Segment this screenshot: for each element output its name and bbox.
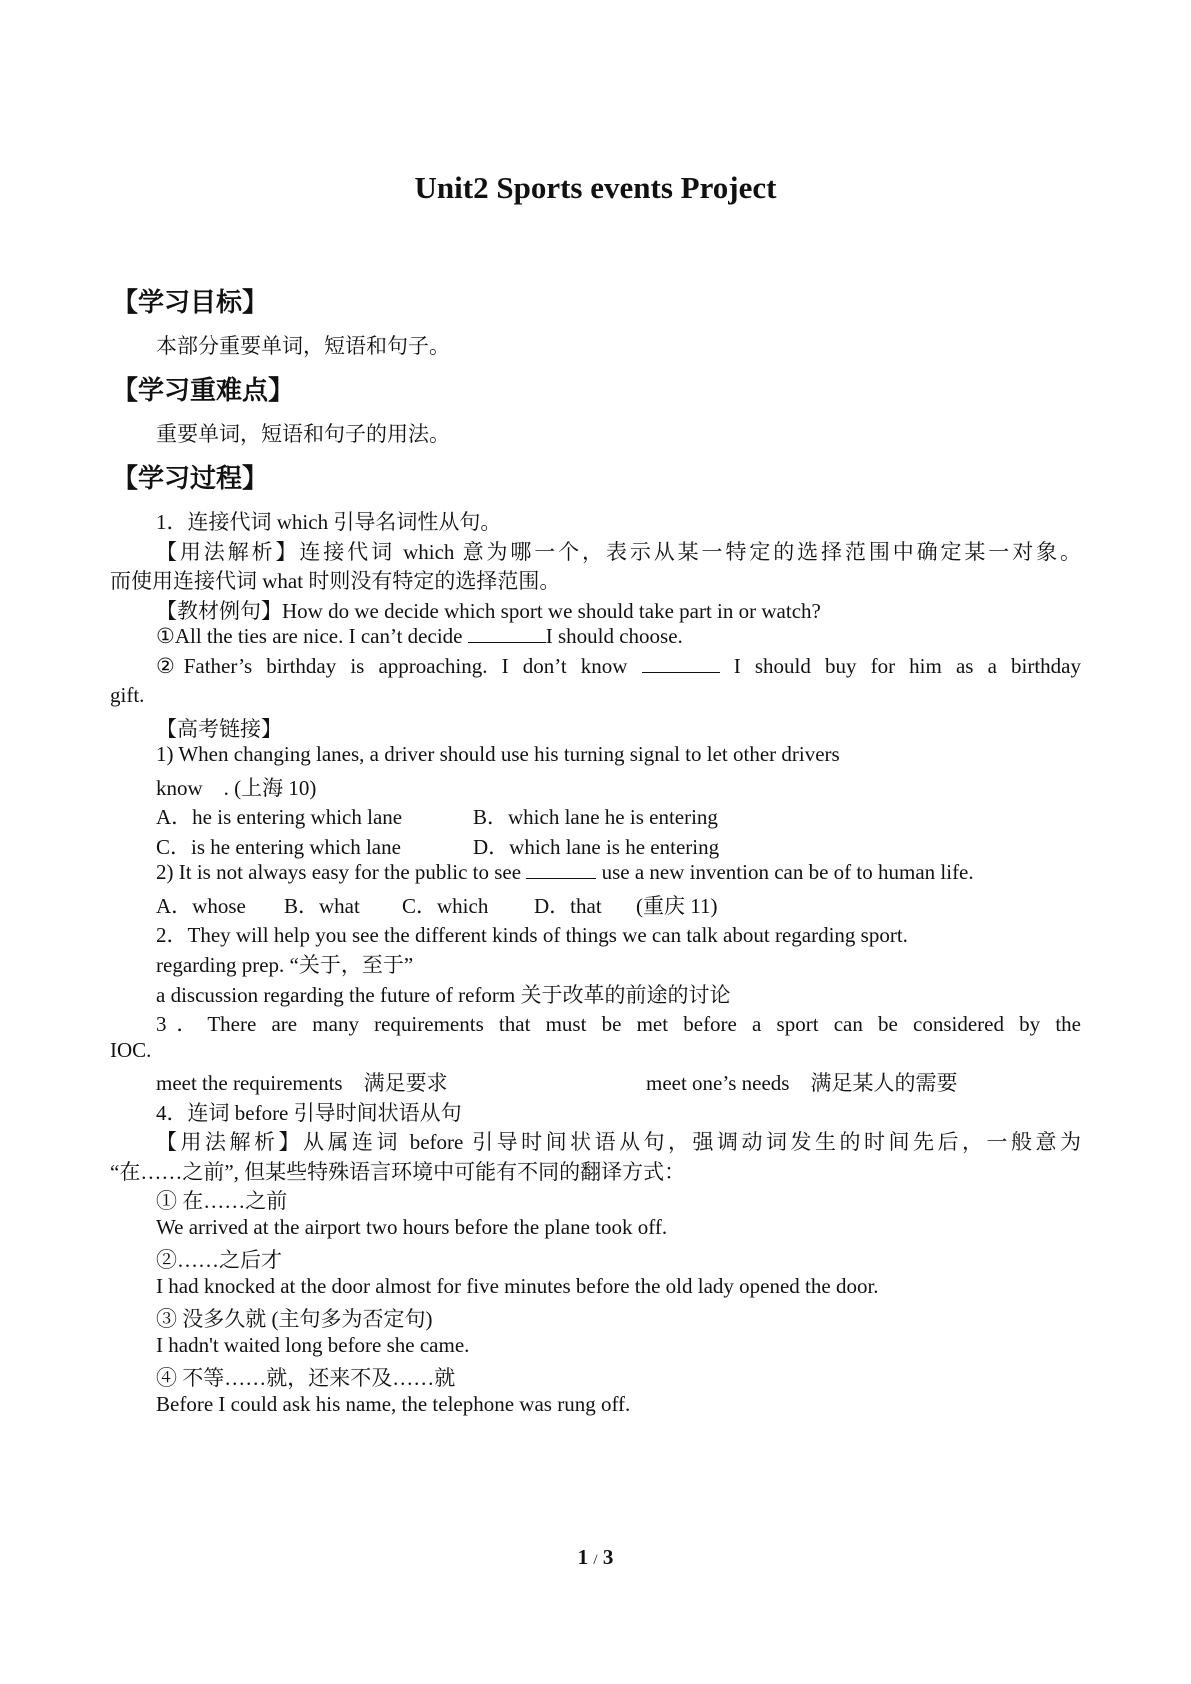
question2-options — [156, 890, 717, 920]
item1-analysis-line2: 而使用连接代词 what 时则没有特定的选择范围。 — [110, 569, 561, 593]
exercise2-blank — [642, 654, 720, 673]
item2-definition: regarding prep. “关于，至于” — [156, 953, 414, 977]
question1-options-cd — [156, 831, 719, 861]
question1-option-c: C．is he entering which lane — [156, 835, 401, 859]
exercise2-text-before: ②Father’s birthday is approaching. I don’t know — [156, 654, 642, 678]
item3-title-line2: IOC. — [110, 1038, 152, 1062]
heading-goals: 【学习目标】 — [112, 288, 269, 318]
item4-meaning2: ②……之后才 — [156, 1248, 282, 1272]
item3-phrase2: meet one’s needs 满足某人的需要 — [646, 1071, 958, 1095]
item1-title: 1．连接代词 which 引导名词性从句。 — [156, 510, 502, 534]
item4-sentence2: I had knocked at the door almost for five minutes before the old lady opened the door. — [156, 1274, 879, 1298]
question2-option-a: A．whose — [156, 894, 246, 918]
item4-analysis-line1: 【用法解析】从属连词 before 引导时间状语从句，强调动词发生的时间先后，一般意为 — [156, 1130, 1081, 1154]
question1-line2: know . (上海 10) — [156, 776, 317, 800]
question1-option-a: A．he is entering which lane — [156, 805, 403, 829]
item1-analysis-line1: 【用法解析】连接代词 which 意为哪一个，表示从某一特定的选择范围中确定某一对象。 — [156, 540, 1081, 564]
question2-blank — [526, 860, 596, 879]
item3-phrase1: meet the requirements 满足要求 — [156, 1071, 448, 1095]
item4-meaning4: ④ 不等……就，还来不及……就 — [156, 1366, 456, 1390]
item1-exercise2-cont: gift. — [110, 683, 145, 707]
page-current: 1 — [577, 1545, 589, 1569]
exercise1-text-after: I should choose. — [545, 624, 683, 648]
document-title: Unit2 Sports events Project — [414, 170, 777, 205]
item4-meaning3: ③ 没多久就 (主句多为否定句) — [156, 1307, 433, 1331]
item2-example: a discussion regarding the future of reform 关于改革的前途的讨论 — [156, 983, 731, 1007]
exercise2-text-after: I should buy for him as a birthday — [733, 654, 1081, 678]
item2-title: 2．They will help you see the different kinds of things we can talk about regarding sport. — [156, 923, 908, 947]
page-separator: / — [593, 1552, 598, 1568]
item1-example: 【教材例句】How do we decide which sport we should take part in or watch? — [156, 599, 821, 623]
exercise1-blank — [468, 624, 546, 643]
question1-line1: 1) When changing lanes, a driver should use his turning signal to let other drivers — [156, 742, 840, 766]
question1-option-d: D．which lane is he entering — [473, 835, 720, 859]
item3-title-line1: 3．There are many requirements that must be met before a sport can be considered by the — [156, 1012, 1081, 1036]
gaokao-heading: 【高考链接】 — [156, 717, 282, 741]
question2-option-c: C．which — [402, 894, 489, 918]
page-total: 3 — [602, 1545, 614, 1569]
question2-text-before: 2) It is not always easy for the public to see — [156, 860, 527, 884]
item1-exercise2 — [156, 654, 1081, 679]
question1-options-ab — [156, 801, 718, 831]
item4-analysis-line2: “在……之前”, 但某些特殊语言环境中可能有不同的翻译方式： — [110, 1160, 686, 1184]
question1-option-b: B．which lane he is entering — [473, 805, 718, 829]
exercise1-text-before: ①All the ties are nice. I can’t decide — [156, 624, 468, 648]
goals-text: 本部分重要单词，短语和句子。 — [156, 334, 450, 358]
question2-source: (重庆 11) — [636, 894, 718, 918]
question2-text-after: use a new invention can be of to human life. — [596, 860, 974, 884]
item3-phrases — [156, 1067, 957, 1097]
page-number — [0, 1545, 1191, 1570]
heading-focus: 【学习重难点】 — [112, 376, 295, 406]
question2-stem — [156, 860, 974, 885]
item1-exercise1 — [156, 624, 683, 649]
focus-text: 重要单词，短语和句子的用法。 — [156, 422, 450, 446]
heading-process: 【学习过程】 — [112, 464, 269, 494]
item4-sentence4: Before I could ask his name, the telephone was rung off. — [156, 1392, 631, 1416]
item4-sentence3: I hadn't waited long before she came. — [156, 1333, 470, 1357]
question2-option-d: D．that — [534, 894, 602, 918]
item4-sentence1: We arrived at the airport two hours before the plane took off. — [156, 1215, 668, 1239]
question2-option-b: B．what — [284, 894, 360, 918]
item4-title: 4．连词 before 引导时间状语从句 — [156, 1101, 462, 1125]
item4-meaning1: ① 在……之前 — [156, 1189, 288, 1213]
